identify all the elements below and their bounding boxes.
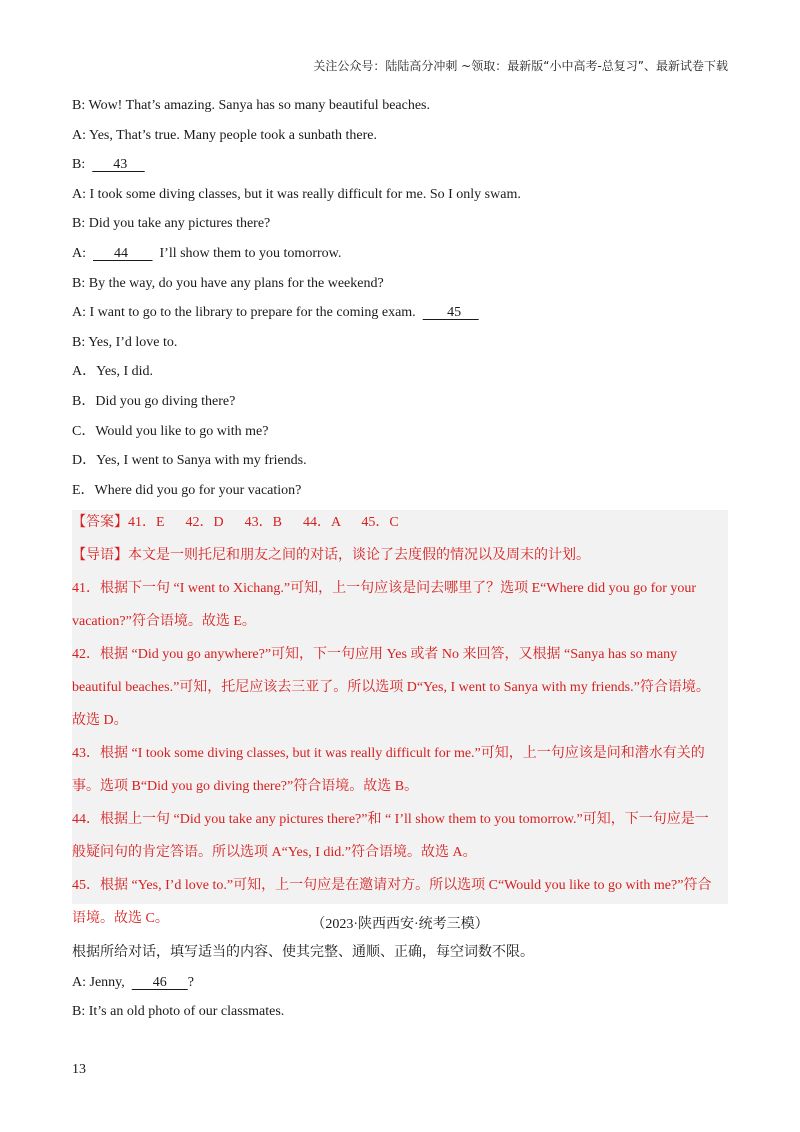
explanation-line: 45．根据 “Yes, I’d love to.”可知，上一句应是在邀请对方。所以选项 C“Would you like to go with me?”符合 [72,878,712,893]
blank-43: 43 [92,157,145,173]
dialogue-line [72,243,728,273]
blank-44: 44 [93,245,153,261]
dialogue-line [72,154,728,184]
speaker-label: B: [72,157,93,173]
explanation-line: 44．根据上一句 “Did you take any pictures there?”和 “ I’ll show them to you tomorrow.”可知，下一句应是一 [72,812,709,827]
explanation-line: vacation?”符合语境。故选 E。 [72,614,256,629]
explanation-line: beautiful beaches.”可知，托尼应该去三亚了。所以选项 D“Yes, I went to Sanya with my friends.”符合语境。 [72,680,710,695]
line-suffix: ? [187,974,194,990]
page-header: 关注公众号：陆陆高分冲刺 ~领取：最新版“小中高考-总复习”、最新试卷下载 [313,59,728,73]
explanation-line: 42．根据 “Did you go anywhere?”可知，下一句应用 Yes 或者 No 来回答，又根据 “Sanya has so many [72,647,678,662]
blank-46: 46 [131,974,188,990]
instruction-text: 根据所给对话，填写适当的内容、使其完整、通顺、正确，每空词数不限。 [72,945,534,960]
explanation-line: 般疑问句的肯定答语。所以选项 A“Yes, I did.”符合语境。故选 A。 [72,845,477,860]
line-prefix: A: I want to go to the library to prepare for the coming exam. [72,305,423,321]
explanation-line: 语境。故选 C。 [72,911,169,926]
dialogue-line: B: It’s an old photo of our classmates. [72,1004,285,1020]
dialogue-line: A: Yes, That’s true. Many people took a sunbath there. [72,127,377,143]
dialogue-line: B: Yes, I’d love to. [72,334,178,350]
dialogue-section [72,95,728,509]
option-a: A．Yes, I did. [72,364,154,380]
option-d: D．Yes, I went to Sanya with my friends. [72,453,307,469]
speaker-label: A: [72,245,93,261]
line-prefix: A: Jenny, [72,974,132,990]
dialogue-line [72,972,728,1002]
answer-key-line: 【答案】41．E 42．D 43．B 44．A 45．C [72,515,399,530]
dialogue-line: B: By the way, do you have any plans for the weekend? [72,275,384,291]
explanation-line: 41．根据下一句 “I went to Xichang.”可知，上一句应该是问去哪里了？选项 E“Where did you go for your [72,581,697,596]
page-number: 13 [72,1062,86,1077]
blank-45: 45 [422,305,479,321]
guide-line: 【导语】本文是一则托尼和朋友之间的对话，谈论了去度假的情况以及周末的计划。 [72,548,590,563]
option-c: C．Would you like to go with me? [72,423,269,439]
line-suffix: I’ll show them to you tomorrow. [152,245,342,261]
option-e: E．Where did you go for your vacation? [72,482,302,498]
next-question-section [72,942,728,1031]
dialogue-line: B: Did you take any pictures there? [72,216,271,232]
dialogue-line [72,302,728,332]
question-source: （2023·陕西西安·统考三模） [311,917,489,932]
option-b: B．Did you go diving there? [72,393,236,409]
explanation-line: 事。选项 B“Did you go diving there?”符合语境。故选 B。 [72,779,419,794]
explanation-line: 故选 D。 [72,713,128,728]
dialogue-line: A: I took some diving classes, but it was really difficult for me. So I only swam. [72,186,521,202]
dialogue-line: B: Wow! That’s amazing. Sanya has so many beautiful beaches. [72,98,430,113]
explanation-line: 43．根据 “I took some diving classes, but it was really difficult for me.”可知，上一句应该是问和潜水有关的 [72,746,705,761]
